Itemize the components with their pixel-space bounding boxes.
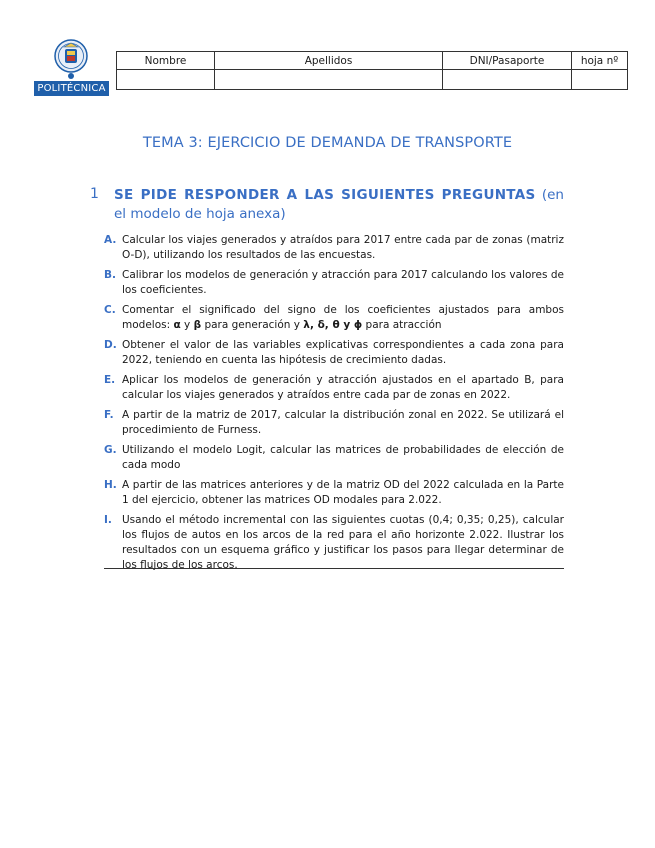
- item-text: Calibrar los modelos de generación y atracción para 2017 calculando los valores de los coeficientes.: [122, 269, 564, 296]
- item-text: Comentar el significado del signo de los coeficientes ajustados para ambos modelos:: [122, 304, 564, 331]
- item-letter: A.: [104, 234, 117, 246]
- item-letter: C.: [104, 304, 116, 316]
- list-item: [104, 408, 564, 438]
- item-text: Aplicar los modelos de generación y atracción ajustados en el apartado B, para calcular los viajes generados y atraídos entre cada par de zonas en 2022.: [122, 374, 564, 401]
- section-note: (en el modelo de hoja anexa): [114, 187, 564, 222]
- table-input-row: [117, 70, 628, 90]
- university-logo: [34, 38, 109, 98]
- symbol-alpha: α: [173, 319, 181, 331]
- item-letter: E.: [104, 374, 116, 386]
- item-letter: G.: [104, 444, 117, 456]
- field-dni[interactable]: [443, 70, 572, 90]
- list-item: [104, 513, 564, 573]
- field-hoja[interactable]: [572, 70, 628, 90]
- logo-text: POLITÉCNICA: [34, 81, 109, 96]
- field-apellidos[interactable]: [215, 70, 443, 90]
- symbol-beta: β: [193, 319, 202, 331]
- section-divider: [104, 568, 564, 569]
- section-number: 1: [90, 186, 99, 202]
- list-item: [104, 443, 564, 473]
- item-text: Usando el método incremental con las siguientes cuotas (0,4; 0,35; 0,25), calcular los flujos de autos en los arcos de la red para el año horizonte 2.022. Ilustrar los resultados con un esquema gráfico y justificar los pasos para llegar determinar de los flujos de los arcos.: [122, 514, 564, 571]
- list-item: [104, 303, 564, 333]
- item-text: para atracción: [362, 319, 442, 331]
- section-heading: [114, 186, 564, 224]
- table-header-row: [117, 52, 628, 70]
- col-hoja: hoja nº: [572, 52, 628, 70]
- item-text: y: [180, 319, 194, 331]
- list-item: [104, 268, 564, 298]
- item-text: A partir de la matriz de 2017, calcular la distribución zonal en 2022. Se utilizará el procedimiento de Furness.: [122, 409, 564, 436]
- item-text: Calcular los viajes generados y atraídos para 2017 entre cada par de zonas (matriz O-D), utilizando los resultados de las encuestas.: [122, 234, 564, 261]
- item-text: para generación y: [201, 319, 304, 331]
- page-title: TEMA 3: EJERCICIO DE DEMANDA DE TRANSPORTE: [142, 135, 513, 151]
- item-text: Obtener el valor de las variables explicativas correspondientes a cada zona para 2022, teniendo en cuenta las hipótesis de crecimiento dadas.: [122, 339, 564, 366]
- field-nombre[interactable]: [117, 70, 215, 90]
- symbol-attraction: λ, δ, θ y ϕ: [303, 319, 363, 331]
- list-item: [104, 478, 564, 508]
- item-letter: I.: [104, 514, 112, 526]
- col-nombre: Nombre: [117, 52, 215, 70]
- item-text: A partir de las matrices anteriores y de la matriz OD del 2022 calculada en la Parte 1 del ejercicio, obtener las matrices OD modales para 2.022.: [122, 479, 564, 506]
- list-item: [104, 338, 564, 368]
- item-letter: B.: [104, 269, 116, 281]
- item-letter: F.: [104, 409, 114, 421]
- list-item: [104, 373, 564, 403]
- section-heading-text: SE PIDE RESPONDER A LAS SIGUIENTES PREGUNTAS: [114, 187, 536, 203]
- item-text: Utilizando el modelo Logit, calcular las matrices de probabilidades de elección de cada modo: [122, 444, 564, 471]
- col-apellidos: Apellidos: [215, 52, 443, 70]
- crest-icon: [54, 38, 88, 80]
- question-list: [104, 233, 564, 573]
- identification-table: [116, 51, 628, 90]
- item-letter: D.: [104, 339, 117, 351]
- col-dni: DNI/Pasaporte: [443, 52, 572, 70]
- list-item: [104, 233, 564, 263]
- item-letter: H.: [104, 479, 117, 491]
